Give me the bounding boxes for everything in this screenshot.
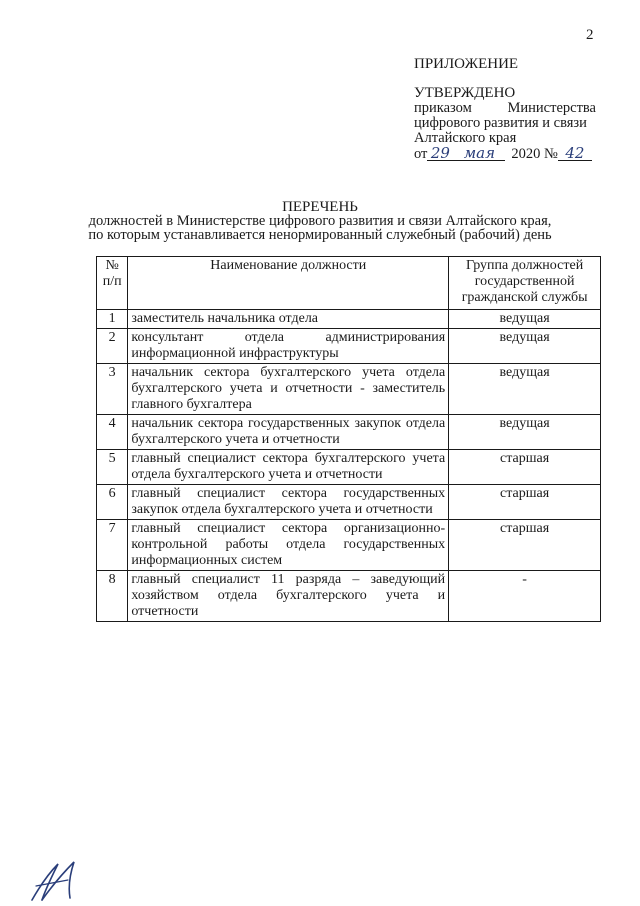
table-row	[97, 571, 601, 622]
row-num: 1	[97, 310, 128, 329]
table-row	[97, 520, 601, 571]
date-year: 2020 №	[511, 146, 558, 162]
order-line-1	[414, 100, 596, 116]
order-word: приказом	[414, 100, 472, 116]
row-position: консультант отдела администрирования информационной инфраструктуры	[128, 329, 449, 364]
row-position: заместитель начальника отдела	[128, 310, 449, 329]
positions-table	[96, 256, 601, 622]
row-position: главный специалист 11 разряда – заведующий хозяйством отдела бухгалтерского учета и отчетности	[128, 571, 449, 622]
row-group: ведущая	[449, 329, 601, 364]
page-number: 2	[586, 27, 594, 43]
document-subtitle-line-2: по которым устанавливается ненормированный служебный (рабочий) день	[88, 227, 552, 243]
row-group: -	[449, 571, 601, 622]
row-group: старшая	[449, 450, 601, 485]
row-position: главный специалист сектора государственных закупок отдела бухгалтерского учета и отчетности	[128, 485, 449, 520]
signature-mark	[28, 856, 90, 906]
row-group: старшая	[449, 485, 601, 520]
row-group: старшая	[449, 520, 601, 571]
table-row	[97, 310, 601, 329]
header-num: № п/п	[97, 257, 128, 310]
header-name: Наименование должности	[128, 257, 449, 310]
row-position: начальник сектора государственных закупок отдела бухгалтерского учета и отчетности	[128, 415, 449, 450]
row-position: главный специалист сектора организационно-контрольной работы отдела государственных информационных систем	[128, 520, 449, 571]
row-num: 2	[97, 329, 128, 364]
row-num: 3	[97, 364, 128, 415]
table-row	[97, 485, 601, 520]
row-num: 8	[97, 571, 128, 622]
row-position: начальник сектора бухгалтерского учета отдела бухгалтерского учета и отчетности - заместитель главного бухгалтера	[128, 364, 449, 415]
row-num: 6	[97, 485, 128, 520]
date-prefix: от	[414, 146, 428, 162]
ministry-word: Министерства	[507, 100, 596, 116]
document-subtitle-line-1: должностей в Министерстве цифрового развития и связи Алтайского края,	[88, 213, 552, 229]
table-header-row	[97, 257, 601, 310]
row-group: ведущая	[449, 310, 601, 329]
document-title: ПЕРЕЧЕНЬ	[282, 199, 358, 215]
row-num: 5	[97, 450, 128, 485]
order-line-3: Алтайского края	[414, 130, 517, 146]
order-line-2: цифрового развития и связи	[414, 115, 587, 131]
row-num: 4	[97, 415, 128, 450]
table-row	[97, 364, 601, 415]
order-date-line	[414, 146, 592, 162]
handwritten-order-number: 42	[558, 146, 592, 161]
row-position: главный специалист сектора бухгалтерского учета отдела бухгалтерского учета и отчетности	[128, 450, 449, 485]
handwritten-day: 29	[427, 146, 453, 161]
row-num: 7	[97, 520, 128, 571]
approved-label: УТВЕРЖДЕНО	[414, 85, 516, 101]
table-row	[97, 450, 601, 485]
handwritten-month: мая	[453, 146, 505, 161]
table-row	[97, 415, 601, 450]
table-row	[97, 329, 601, 364]
row-group: ведущая	[449, 415, 601, 450]
appendix-label: ПРИЛОЖЕНИЕ	[414, 56, 519, 72]
row-group: ведущая	[449, 364, 601, 415]
header-group: Группа должностей государственной гражданской службы	[449, 257, 601, 310]
